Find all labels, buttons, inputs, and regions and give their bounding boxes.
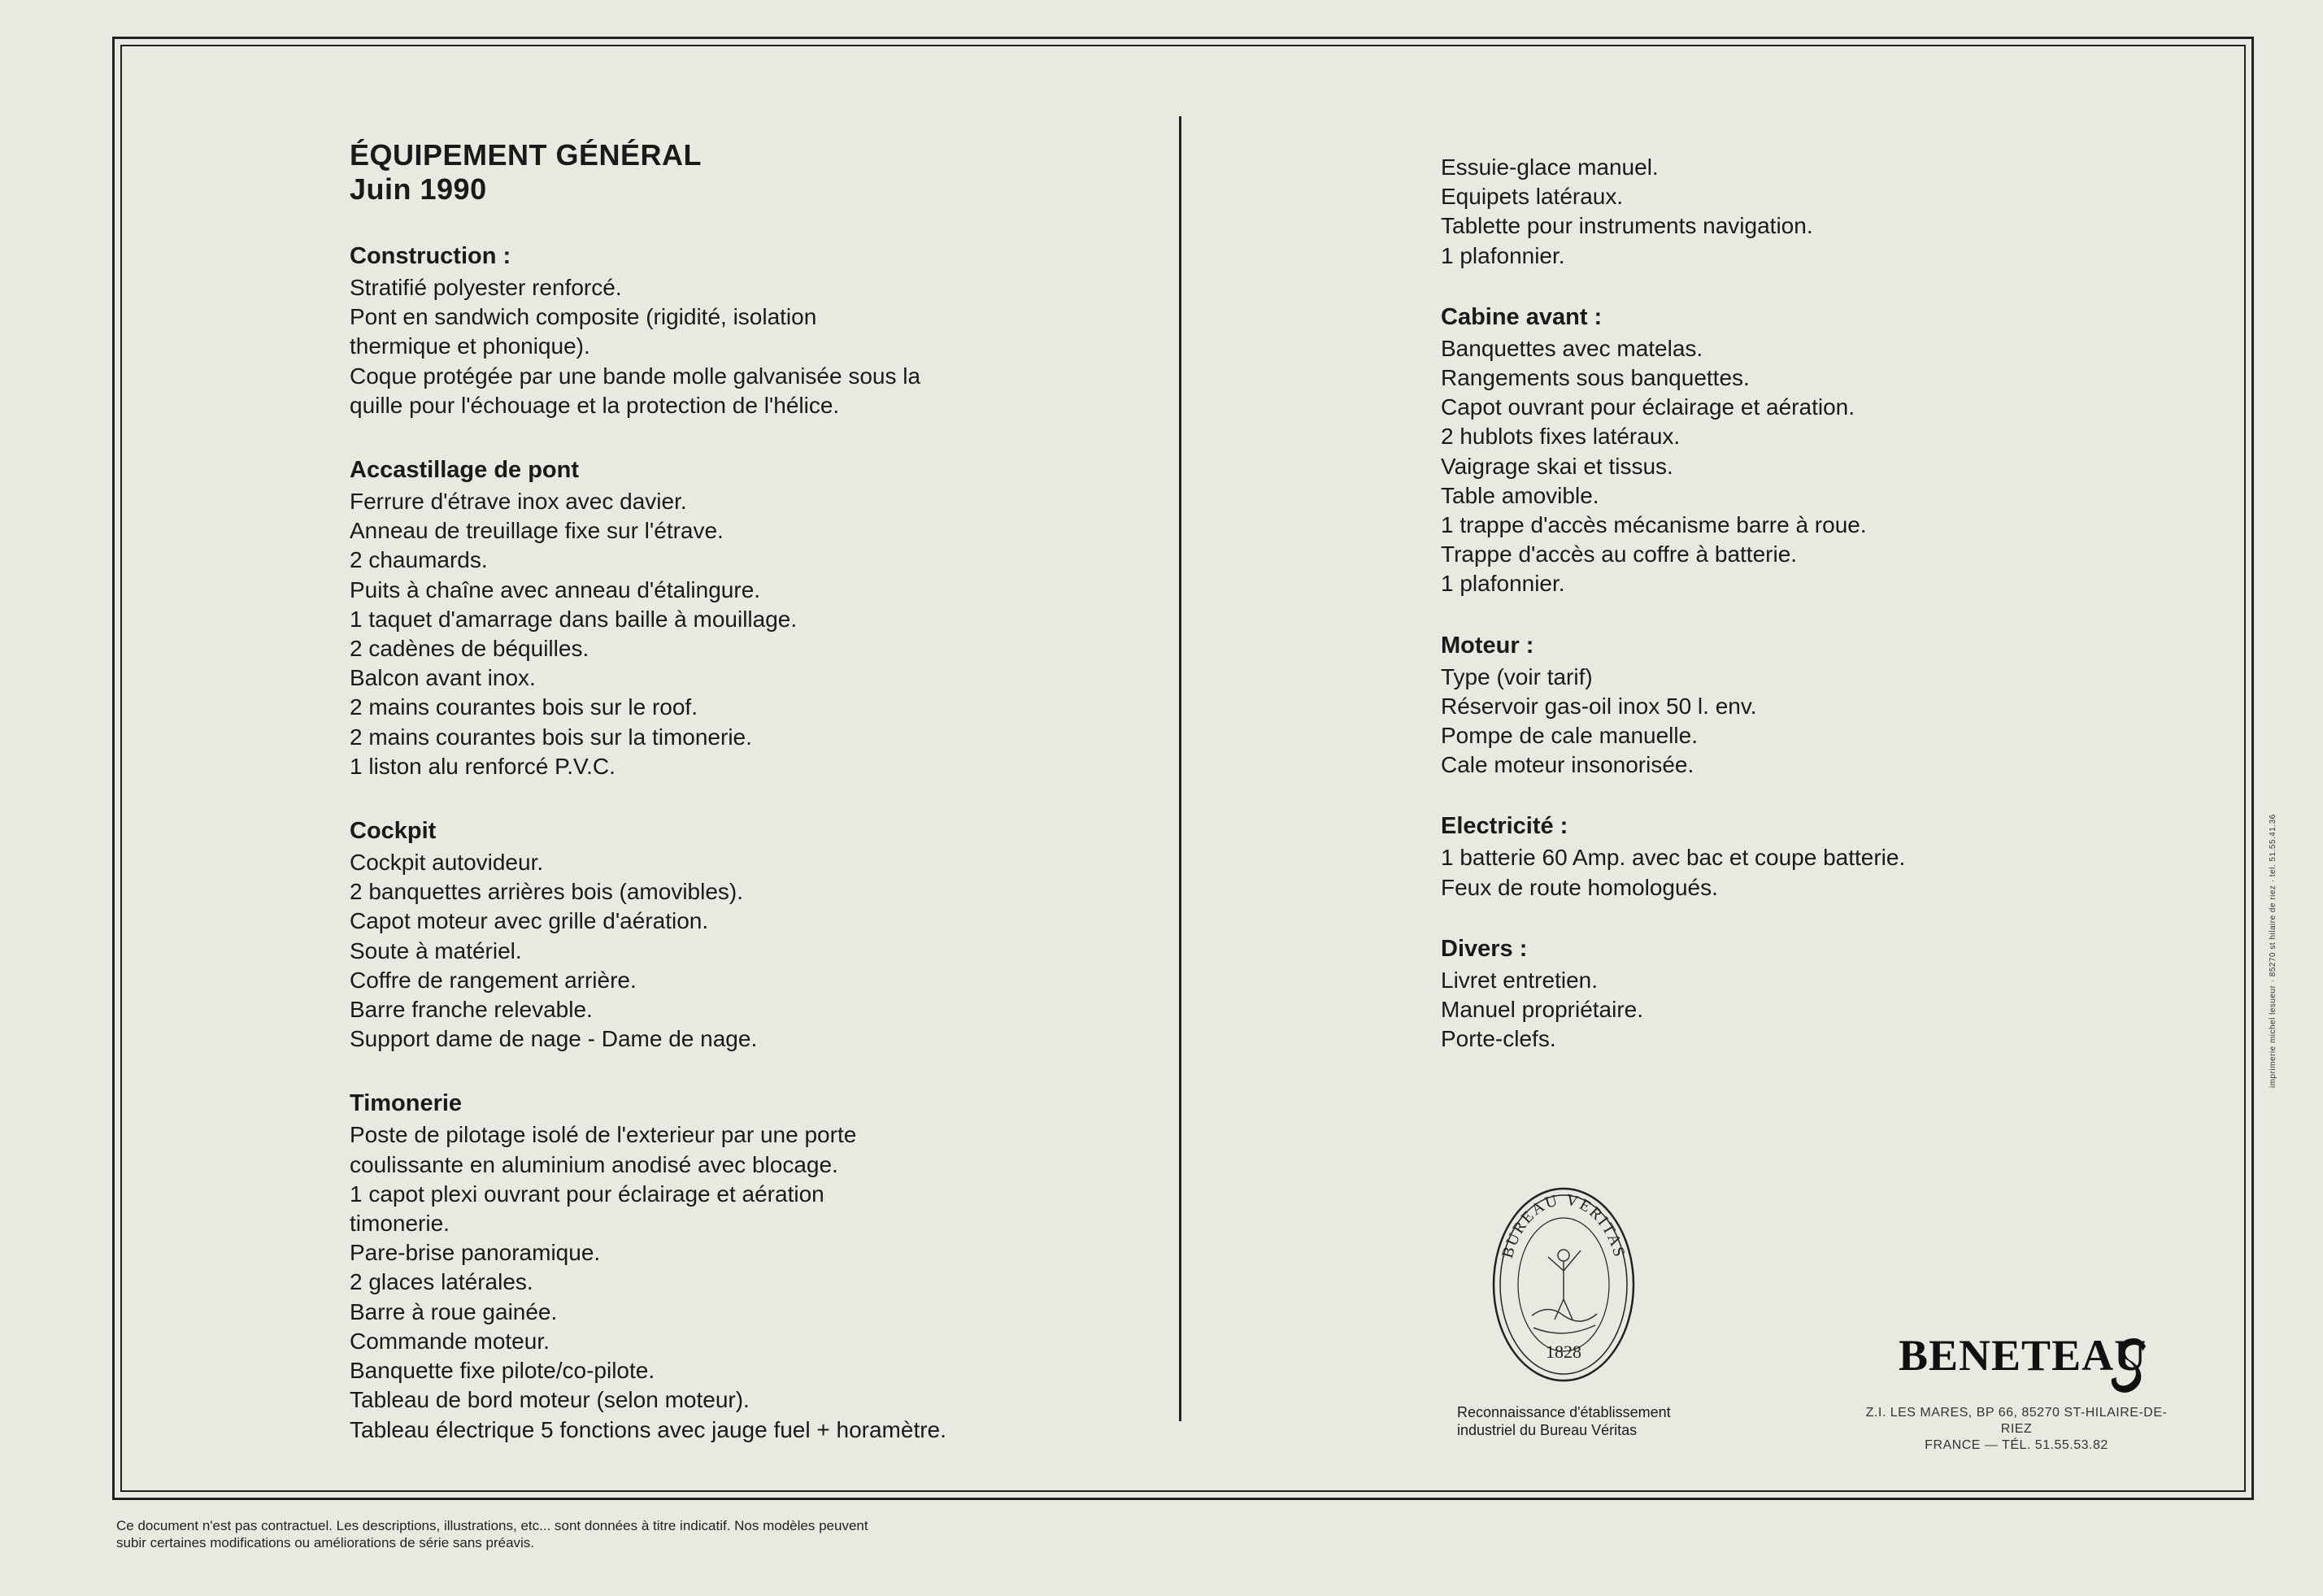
section-construction [350,241,1130,420]
list-item: Banquettes avec matelas. [1441,335,1703,361]
column-divider [1179,116,1181,1421]
right-column [1441,153,2173,1054]
list-item: thermique et phonique). [350,333,590,359]
section-title: Divers : [1441,935,1528,962]
seahorse-logo-icon [2110,1335,2147,1397]
disclaimer-line: Ce document n'est pas contractuel. Les descriptions, illustrations, etc... sont données à titre indicatif. Nos modèles peuvent [116,1518,868,1533]
address-line: Z.I. LES MARES, BP 66, 85270 ST-HILAIRE-DE-RIEZ [1865,1406,2168,1436]
list-item: Banquette fixe pilote/co-pilote. [350,1358,655,1384]
list-item: timonerie. [350,1211,450,1237]
section-title: Electricité : [1441,813,1568,840]
list-item: 1 taquet d'amarrage dans baille à mouillage. [350,606,798,632]
list-item: Pompe de cale manuelle. [1441,723,1698,749]
left-column [350,138,1130,1445]
list-item: Type (voir tarif) [1441,663,1593,689]
disclaimer [116,1517,1125,1551]
list-item: 1 plafonnier. [1441,242,1565,268]
section-electricite [1441,811,2173,902]
section-timonerie [350,1088,1130,1444]
section-title: Timonerie [350,1090,463,1117]
list-item: Trappe d'accès au coffre à batterie. [1441,541,1798,568]
list-item: Cale moteur insonorisée. [1441,752,1694,778]
list-item: Livret entretien. [1441,967,1598,993]
list-item: 2 mains courantes bois sur le roof. [350,694,698,720]
seal-ring-text: BUREAU VERITAS [1499,1190,1629,1260]
section-divers [1441,933,2173,1055]
timonerie-continued [1441,153,2173,271]
list-item: 1 liston alu renforcé P.V.C. [350,753,616,779]
section-title: Accastillage de pont [350,457,580,484]
list-item: Tableau de bord moteur (selon moteur). [350,1387,750,1413]
list-item: 2 banquettes arrières bois (amovibles). [350,879,744,905]
list-item: 2 cadènes de béquilles. [350,636,589,662]
section-cabine-avant [1441,302,2173,599]
list-item: Coque protégée par une bande molle galvanisée sous la [350,363,921,389]
list-item: 2 mains courantes bois sur la timonerie. [350,724,752,750]
list-item: quille pour l'échouage et la protection de l'hélice. [350,392,840,418]
list-item: Commande moteur. [350,1328,550,1354]
list-item: 1 batterie 60 Amp. avec bac et coupe batterie. [1441,845,1906,871]
list-item: Balcon avant inox. [350,665,536,691]
list-item: Ferrure d'étrave inox avec davier. [350,489,687,515]
list-item: 1 trappe d'accès mécanisme barre à roue. [1441,512,1867,538]
list-item: Puits à chaîne avec anneau d'étalingure. [350,576,761,602]
bureau-veritas-seal [1491,1185,1636,1384]
seal-caption [1457,1403,1725,1439]
list-item: Tableau électrique 5 fonctions avec jauge fuel + horamètre. [350,1416,946,1442]
section-accastillage [350,454,1130,781]
section-title: Cockpit [350,818,437,845]
list-item: Réservoir gas-oil inox 50 l. env. [1441,693,1757,719]
list-item: Rangements sous banquettes. [1441,365,1750,391]
list-item: Soute à matériel. [350,937,522,963]
list-item: Capot moteur avec grille d'aération. [350,908,709,934]
section-moteur [1441,630,2173,781]
list-item: Feux de route homologués. [1441,874,1718,900]
list-item: Anneau de treuillage fixe sur l'étrave. [350,518,724,544]
list-item: Vaigrage skai et tissus. [1441,453,1673,479]
list-item: coulissante en aluminium anodisé avec blocage. [350,1151,838,1177]
list-item: Poste de pilotage isolé de l'exterieur par une porte [350,1122,857,1148]
list-item: Barre à roue gainée. [350,1298,558,1324]
document-date: Juin 1990 [350,172,487,206]
list-item: Porte-clefs. [1441,1026,1556,1052]
section-title: Construction : [350,243,511,269]
list-item: Tablette pour instruments navigation. [1441,213,1813,239]
list-item: Capot ouvrant pour éclairage et aération. [1441,394,1855,420]
beneteau-logo: BENETEAU [1899,1331,2147,1380]
list-item: Coffre de rangement arrière. [350,967,637,993]
seal-caption-line: industriel du Bureau Véritas [1457,1422,1638,1438]
seal-year: 1828 [1546,1342,1581,1362]
list-item: Cockpit autovideur. [350,850,544,876]
section-cockpit [350,815,1130,1054]
list-item: 2 hublots fixes latéraux. [1441,424,1681,450]
section-title: Moteur : [1441,632,1534,659]
seal-caption-line: Reconnaissance d'établissement [1457,1404,1671,1420]
list-item: Essuie-glace manuel. [1441,154,1659,180]
section-title: Cabine avant : [1441,303,1603,330]
list-item: Table amovible. [1441,482,1599,508]
list-item: Barre franche relevable. [350,997,593,1023]
list-item: Pare-brise panoramique. [350,1240,601,1266]
printer-imprint: imprimerie michel lesueur · 85270 st hilaire de riez · tel. 51.55.41.36 [2269,814,2277,1088]
list-item: 1 capot plexi ouvrant pour éclairage et aération [350,1181,824,1207]
list-item: 2 glaces latérales. [350,1269,533,1295]
list-item: Stratifié polyester renforcé. [350,275,622,300]
list-item: Equipets latéraux. [1441,184,1624,210]
list-item: 2 chaumards. [350,547,488,573]
company-address [1854,1405,2179,1454]
list-item: Pont en sandwich composite (rigidité, isolation [350,304,817,330]
disclaimer-line: subir certaines modifications ou améliorations de série sans préavis. [116,1535,535,1550]
list-item: 1 plafonnier. [1441,571,1565,597]
document-title: ÉQUIPEMENT GÉNÉRAL [350,138,703,172]
list-item: Support dame de nage - Dame de nage. [350,1026,758,1052]
list-item: Manuel propriétaire. [1441,997,1644,1023]
address-line: FRANCE — TÉL. 51.55.53.82 [1925,1438,2108,1452]
